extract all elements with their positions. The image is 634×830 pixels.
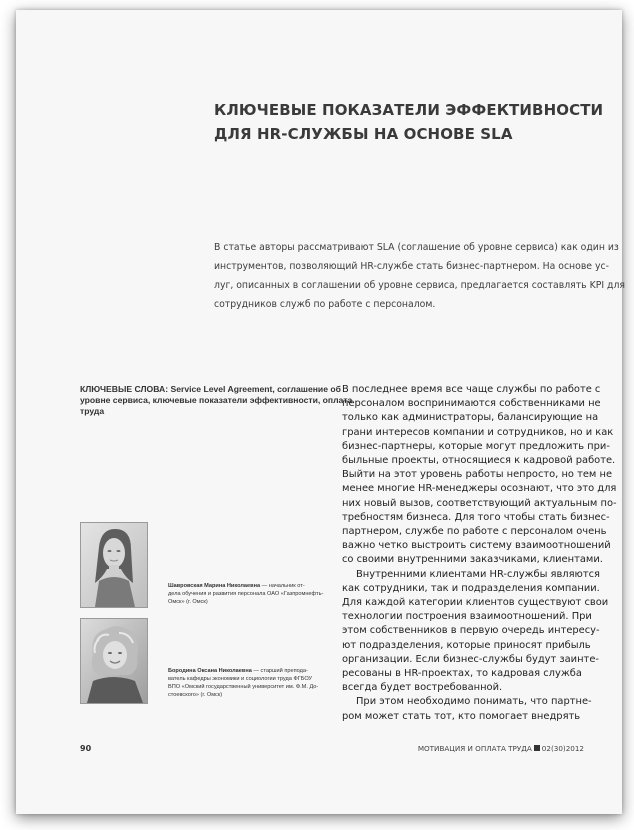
author-photo-borodina — [80, 618, 148, 704]
author-info-borodina — [168, 667, 336, 699]
article-abstract — [214, 238, 625, 314]
article-body — [342, 383, 617, 724]
issue-number: 02(30)2012 — [541, 744, 584, 753]
title-line-1: КЛЮЧЕВЫЕ ПОКАЗАТЕЛИ ЭФФЕКТИВНОСТИ — [214, 101, 604, 119]
author-name: Бородина Оксана Николаевна — [168, 668, 252, 674]
keywords-block — [80, 384, 353, 417]
body-line: как сотрудники, так и подразделения компании. — [342, 582, 600, 594]
body-line: них новый вызов, соответствующий актуальным по- — [342, 497, 617, 509]
running-footer — [418, 744, 584, 753]
body-line: технологии построения взаимоотношений. При — [342, 611, 592, 623]
body-line: При этом необходимо понимать, что партне- — [356, 696, 592, 708]
abstract-line: В статье авторы рассматривают SLA (соглашение об уровне сервиса) как один из — [214, 242, 619, 253]
body-line: партнером, службе по работе с персоналом очень — [342, 526, 607, 538]
author-desc: Омск» (г. Омск) — [168, 599, 208, 605]
author-desc: — старший препода- — [251, 668, 308, 674]
title-line-2: ДЛЯ HR-СЛУЖБЫ НА ОСНОВЕ SLA — [214, 125, 513, 143]
body-line: всегда будет востребованной. — [342, 682, 503, 694]
square-separator-icon — [534, 745, 540, 751]
body-line: важно четко выстроить систему взаимоотношений — [342, 540, 611, 552]
body-line: персоналом воспринимаются собственниками не — [342, 398, 601, 410]
body-line: менее многие HR-менеджеры осознают, что это для — [342, 483, 617, 495]
body-line: организации. Если бизнес-службы будут заинте- — [342, 653, 599, 665]
body-line: Выйти на этот уровень работы непросто, но тем не — [342, 469, 613, 481]
body-line: требностям бизнеса. Для того чтобы стать бизнес- — [342, 511, 610, 523]
author-desc: ВПО «Омский государственный университет им. Ф.М. До- — [168, 684, 319, 690]
body-line: быльные проекты, относящиеся к кадровой работе. — [342, 455, 616, 467]
body-line: ресованы в HR-проектах, то кадровая служба — [342, 668, 582, 680]
author-photo-shavrovskaya — [80, 522, 148, 608]
portrait-image — [81, 619, 147, 703]
abstract-line: инструментов, позволяющий HR-службе стать бизнес-партнером. На основе ус- — [214, 261, 609, 272]
page-number: 90 — [80, 744, 92, 753]
body-line: ром может стать тот, кто помогает внедрять — [342, 710, 581, 722]
article-title — [214, 98, 604, 146]
body-line: только как администраторы, балансирующие на — [342, 412, 599, 424]
keywords-line: труда — [80, 406, 105, 416]
portrait-image — [81, 523, 147, 607]
body-line: грани интересов компании и сотрудников, но и как — [342, 426, 614, 438]
author-info-shavrovskaya — [168, 582, 336, 606]
body-line: со своими внутренними заказчиками, клиентами. — [342, 554, 603, 566]
journal-page — [16, 10, 625, 814]
body-line: В последнее время все чаще службы по работе с — [342, 384, 601, 395]
author-desc: стоевского» (г. Омск) — [168, 692, 223, 698]
keywords-line: уровне сервиса, ключевые показатели эффективности, оплата — [80, 395, 353, 405]
keywords-line: КЛЮЧЕВЫЕ СЛОВА: Service Level Agreement, соглашение об — [80, 384, 341, 394]
abstract-line: луг, описанных в соглашении об уровне сервиса, предлагается составлять KPI для — [214, 280, 625, 291]
author-desc: ватель кафедры экономики и социологии труда ФГБОУ — [168, 676, 313, 682]
body-line: ют подразделения, которые приносят прибыль — [342, 639, 591, 651]
body-line: Для каждой категории клиентов существуют свои — [342, 597, 609, 609]
abstract-line: сотрудников служб по работе с персоналом. — [214, 299, 436, 310]
author-desc: дела обучения и развития персонала ОАО «Газпромнефть- — [168, 591, 324, 597]
author-desc: — начальник от- — [260, 583, 305, 589]
body-line: этом собственников в первую очередь интересу- — [342, 625, 600, 637]
author-name: Шавровская Марина Николаевна — [168, 583, 261, 589]
body-line: бизнес-партнеры, которые могут предложить при- — [342, 440, 610, 452]
journal-name: МОТИВАЦИЯ И ОПЛАТА ТРУДА — [417, 744, 532, 753]
body-line: Внутренними клиентами HR-службы являются — [356, 568, 600, 580]
